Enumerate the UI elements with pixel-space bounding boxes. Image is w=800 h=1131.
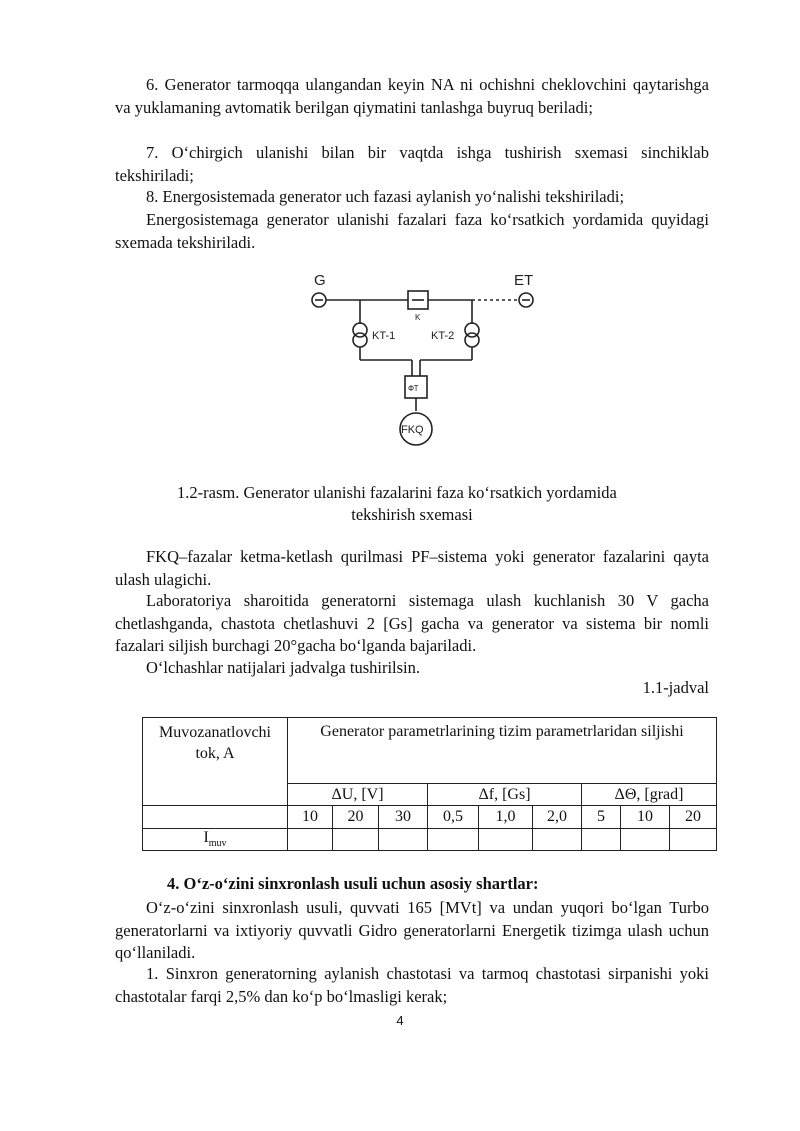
- label-fkq: FKQ: [401, 424, 424, 436]
- subheader-delta-f: Δf, [Gs]: [428, 784, 582, 806]
- kt1-winding-bottom: [353, 333, 367, 347]
- table-empty-cell: [288, 829, 333, 851]
- table-empty-cell: [428, 829, 479, 851]
- paragraph-self-sync-intro: O‘z-o‘zini sinxronlash usuli, quvvati 165 [MVt] va undan yuqori bo‘lgan Turbo generatorlarni va ixtiyoriy quvvatli Gidro generatorlarni Energetik tizimga ulash uchun qo‘llaniladi.: [115, 898, 709, 962]
- table-cell-empty: [143, 806, 288, 829]
- table-value-cell: 20: [333, 806, 379, 829]
- table-empty-cell: [533, 829, 582, 851]
- table-value-cell: 10: [621, 806, 670, 829]
- row-label-main: I: [203, 829, 209, 847]
- kt2-winding-bottom: [465, 333, 479, 347]
- label-kt1: KT-1: [372, 330, 396, 342]
- table-empty-cell: [333, 829, 379, 851]
- table-empty-cell: [670, 829, 717, 851]
- paragraph-step-7: 7. O‘chirgich ulanishi bilan bir vaqtda ishga tushirish sxemasi sinchiklab tekshiriladi;: [115, 143, 709, 185]
- row-header-line1: Muvozanatlovchi: [159, 724, 271, 741]
- table-value-cell: 20: [670, 806, 717, 829]
- row-header-line2: tok, A: [195, 745, 235, 762]
- table-empty-cell: [379, 829, 428, 851]
- figure-caption-line1: 1.2-rasm. Generator ulanishi fazalarini faza ko‘rsatkich yordamida: [177, 483, 617, 502]
- table-empty-cell: [479, 829, 533, 851]
- label-kt2: KT-2: [431, 330, 455, 342]
- row-label-sub: muv: [208, 838, 227, 850]
- measurement-table: [142, 717, 717, 851]
- table-value-cell: 2,0: [533, 806, 582, 829]
- paragraph-condition-1: 1. Sinxron generatorning aylanish chastotasi va tarmoq chastotasi sirpanishi yoki chastotalar farqi 2,5% dan ko‘p bo‘lmasligi kerak;: [115, 964, 709, 1006]
- page-number: 4: [396, 1013, 404, 1028]
- paragraph-phase-check: Energosistemaga generator ulanishi fazalari faza ko‘rsatkich yordamida quyidagi sxemada tekshiriladi.: [115, 210, 709, 252]
- paragraph-step-6: 6. Generator tarmoqqa ulangandan keyin NA ni ochishni cheklovchini qaytarishga va yuklamaning avtomatik berilgan qiymatini tanlashga buyruq beriladi;: [115, 75, 709, 117]
- table-empty-cell: [621, 829, 670, 851]
- paragraph-fkq-definition: FKQ–fazalar ketma-ketlash qurilmasi PF–sistema yoki generator fazalarini qayta ulash ulagichi.: [115, 547, 709, 589]
- table-value-cell: 30: [379, 806, 428, 829]
- table-value-cell: 10: [288, 806, 333, 829]
- paragraph-step-8: 8. Energosistemada generator uch fazasi aylanish yo‘nalishi tekshiriladi;: [146, 187, 625, 206]
- label-k: K: [415, 313, 421, 322]
- label-et: ET: [514, 272, 534, 289]
- table-value-cell: 5: [582, 806, 621, 829]
- table-label: 1.1-jadval: [642, 678, 709, 697]
- group-header-cell: Generator parametrlarining tizim parametrlaridan siljishi: [288, 718, 717, 784]
- phase-check-circuit-diagram: [300, 268, 550, 458]
- paragraph-results: O‘lchashlar natijalari jadvalga tushirilsin.: [146, 658, 420, 677]
- table-value-cell: 1,0: [479, 806, 533, 829]
- figure-caption-line2: tekshirish sxemasi: [351, 505, 473, 524]
- subheader-delta-u: ΔU, [V]: [288, 784, 428, 806]
- label-g: G: [314, 272, 326, 289]
- section-heading: 4. O‘z-o‘zini sinxronlash usuli uchun asosiy shartlar:: [167, 874, 539, 893]
- table-empty-cell: [582, 829, 621, 851]
- row-label-imuv: [143, 829, 288, 851]
- label-ft: ФТ: [408, 384, 419, 393]
- subheader-delta-theta: ΔΘ, [grad]: [582, 784, 717, 806]
- paragraph-lab-conditions: Laboratoriya sharoitida generatorni sistemaga ulash kuchlanish 30 V gacha chetlashganda, chastota chetlashuvi 2 [Gs] gacha va generator va sistema bir nomli fazalari siljish burchagi 20°gacha bo‘lganda bajariladi.: [115, 591, 709, 655]
- table-value-cell: 0,5: [428, 806, 479, 829]
- row-header-cell: [143, 718, 288, 806]
